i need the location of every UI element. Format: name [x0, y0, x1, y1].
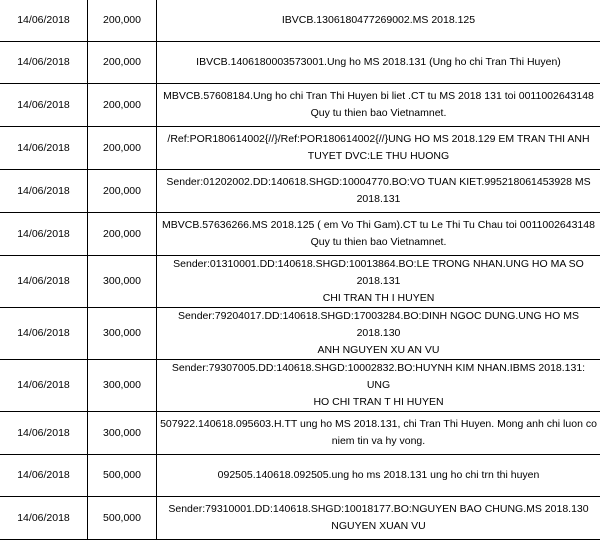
table-row	[0, 455, 600, 497]
description-cell	[157, 256, 600, 308]
description-cell	[157, 360, 600, 412]
table-row	[0, 256, 600, 308]
table-row	[0, 170, 600, 213]
description-cell	[157, 170, 600, 213]
description-line: Sender:79204017.DD:140618.SHGD:17003284.BO:DINH NGOC DUNG.UNG HO MS 2018.130	[160, 308, 597, 342]
amount-cell: 200,000	[88, 84, 157, 127]
description-cell	[157, 213, 600, 256]
description-line: Sender:79310001.DD:140618.SHGD:10018177.BO:NGUYEN BAO CHUNG.MS 2018.130	[160, 501, 597, 518]
date-cell: 14/06/2018	[0, 84, 88, 127]
description-line: niem tin va hy vong.	[160, 433, 597, 450]
date-cell: 14/06/2018	[0, 127, 88, 170]
table-row	[0, 308, 600, 360]
date-cell: 14/06/2018	[0, 213, 88, 256]
description-cell	[157, 412, 600, 455]
description-cell	[157, 127, 600, 170]
date-cell: 14/06/2018	[0, 256, 88, 308]
amount-cell: 300,000	[88, 412, 157, 455]
description-line: Sender:01310001.DD:140618.SHGD:10013864.BO:LE TRONG NHAN.UNG HO MA SO 2018.131	[160, 256, 597, 290]
table-row	[0, 0, 600, 42]
description-cell	[157, 497, 600, 540]
description-line: HO CHI TRAN T HI HUYEN	[160, 394, 597, 411]
description-line: TUYET DVC:LE THU HUONG	[160, 148, 597, 165]
description-line: MBVCB.57608184.Ung ho chi Tran Thi Huyen bi liet .CT tu MS 2018 131 toi 0011002643148	[160, 88, 597, 105]
table-row	[0, 360, 600, 412]
description-line: Sender:79307005.DD:140618.SHGD:10002832.BO:HUYNH KIM NHAN.IBMS 2018.131: UNG	[160, 360, 597, 394]
description-cell	[157, 84, 600, 127]
amount-cell: 300,000	[88, 308, 157, 360]
amount-cell: 500,000	[88, 497, 157, 540]
amount-cell: 200,000	[88, 213, 157, 256]
date-cell: 14/06/2018	[0, 455, 88, 497]
description-line: CHI TRAN TH I HUYEN	[160, 290, 597, 307]
amount-cell: 200,000	[88, 127, 157, 170]
description-line: IBVCB.1306180477269002.MS 2018.125	[160, 12, 597, 29]
date-cell: 14/06/2018	[0, 308, 88, 360]
table-row	[0, 42, 600, 84]
description-line: 092505.140618.092505.ung ho ms 2018.131 ung ho chi trn thi huyen	[160, 467, 597, 484]
table-row	[0, 412, 600, 455]
description-line: Quy tu thien bao Vietnamnet.	[160, 234, 597, 251]
description-line: Quy tu thien bao Vietnamnet.	[160, 105, 597, 122]
amount-cell: 500,000	[88, 455, 157, 497]
amount-cell: 200,000	[88, 170, 157, 213]
table-row	[0, 497, 600, 540]
date-cell: 14/06/2018	[0, 497, 88, 540]
date-cell: 14/06/2018	[0, 412, 88, 455]
description-cell	[157, 308, 600, 360]
description-cell	[157, 42, 600, 84]
date-cell: 14/06/2018	[0, 42, 88, 84]
description-cell	[157, 0, 600, 42]
date-cell: 14/06/2018	[0, 0, 88, 42]
date-cell: 14/06/2018	[0, 170, 88, 213]
amount-cell: 300,000	[88, 360, 157, 412]
description-line: Sender:01202002.DD:140618.SHGD:10004770.BO:VO TUAN KIET.995218061453928 MS	[160, 174, 597, 191]
table-row	[0, 84, 600, 127]
description-line: 2018.131	[160, 191, 597, 208]
description-line: MBVCB.57636266.MS 2018.125 ( em Vo Thi Gam).CT tu Le Thi Tu Chau toi 0011002643148	[160, 217, 597, 234]
description-line: ANH NGUYEN XU AN VU	[160, 342, 597, 359]
date-cell: 14/06/2018	[0, 360, 88, 412]
table-row	[0, 213, 600, 256]
description-line: NGUYEN XUAN VU	[160, 518, 597, 535]
description-line: 507922.140618.095603.H.TT ung ho MS 2018.131, chi Tran Thi Huyen. Mong anh chi luon co	[160, 416, 597, 433]
description-line: IBVCB.1406180003573001.Ung ho MS 2018.131 (Ung ho chi Tran Thi Huyen)	[160, 54, 597, 71]
description-cell	[157, 455, 600, 497]
amount-cell: 300,000	[88, 256, 157, 308]
amount-cell: 200,000	[88, 0, 157, 42]
amount-cell: 200,000	[88, 42, 157, 84]
description-line: /Ref:POR180614002{//}/Ref:POR180614002{//}UNG HO MS 2018.129 EM TRAN THI ANH	[160, 131, 597, 148]
table-row	[0, 127, 600, 170]
